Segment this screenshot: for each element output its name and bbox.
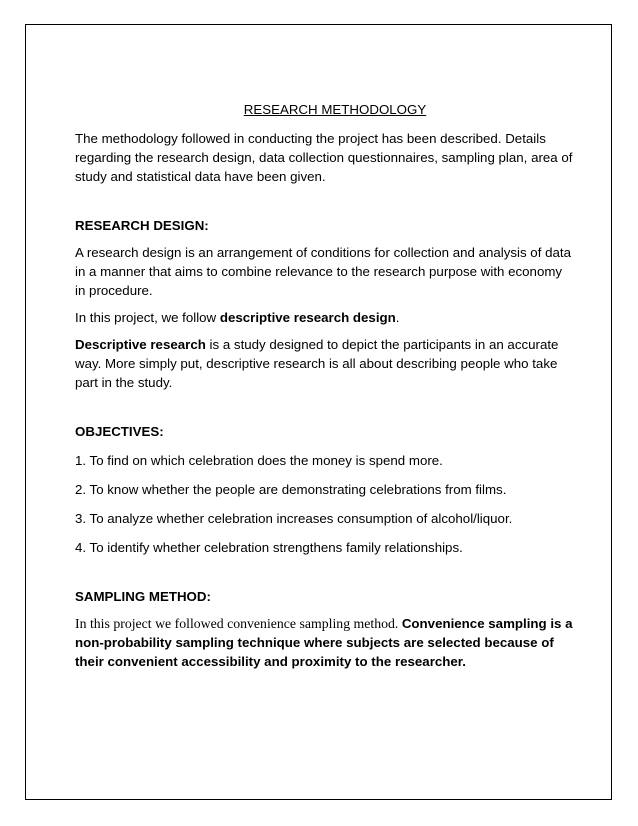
intro-paragraph: The methodology followed in conducting the project has been described. Details regarding the research design, data collection questionnaires, sampling plan, area of study and statistical data have been given. — [75, 131, 573, 184]
research-design-follow — [75, 308, 575, 327]
sampling-bold-text: Convenience sampling is a non-probability sampling technique where subjects are selected because of their convenient accessibility and proximity to the researcher. — [75, 616, 573, 669]
objective-item: 1. To find on which celebration does the money is spend more. — [75, 453, 443, 468]
page-title: RESEARCH METHODOLOGY — [243, 102, 427, 117]
research-design-heading: RESEARCH DESIGN: — [75, 218, 209, 233]
objective-item: 2. To know whether the people are demonstrating celebrations from films. — [75, 482, 507, 497]
objective-item: 4. To identify whether celebration strengthens family relationships. — [75, 540, 463, 555]
research-design-definition: A research design is an arrangement of conditions for collection and analysis of data in a manner that aims to combine relevance to the research purpose with economy in procedure. — [75, 245, 571, 298]
document-body — [75, 100, 575, 671]
follow-bold: descriptive research design — [219, 310, 396, 325]
sampling-heading: SAMPLING METHOD: — [75, 589, 211, 604]
objective-item: 3. To analyze whether celebration increases consumption of alcohol/liquor. — [75, 511, 513, 526]
descriptive-text: is a study designed to depict the participants in an accurate way. More simply put, descriptive research is all about describing people who take part in the study. — [75, 337, 559, 390]
sampling-serif-text: In this project we followed convenience sampling method. — [75, 616, 402, 631]
objectives-heading: OBJECTIVES: — [75, 424, 164, 439]
follow-prefix: In this project, we follow — [75, 310, 220, 325]
sampling-paragraph — [75, 614, 575, 671]
follow-suffix: . — [395, 310, 400, 325]
descriptive-bold: Descriptive research — [75, 337, 206, 352]
descriptive-research-paragraph — [75, 335, 575, 392]
